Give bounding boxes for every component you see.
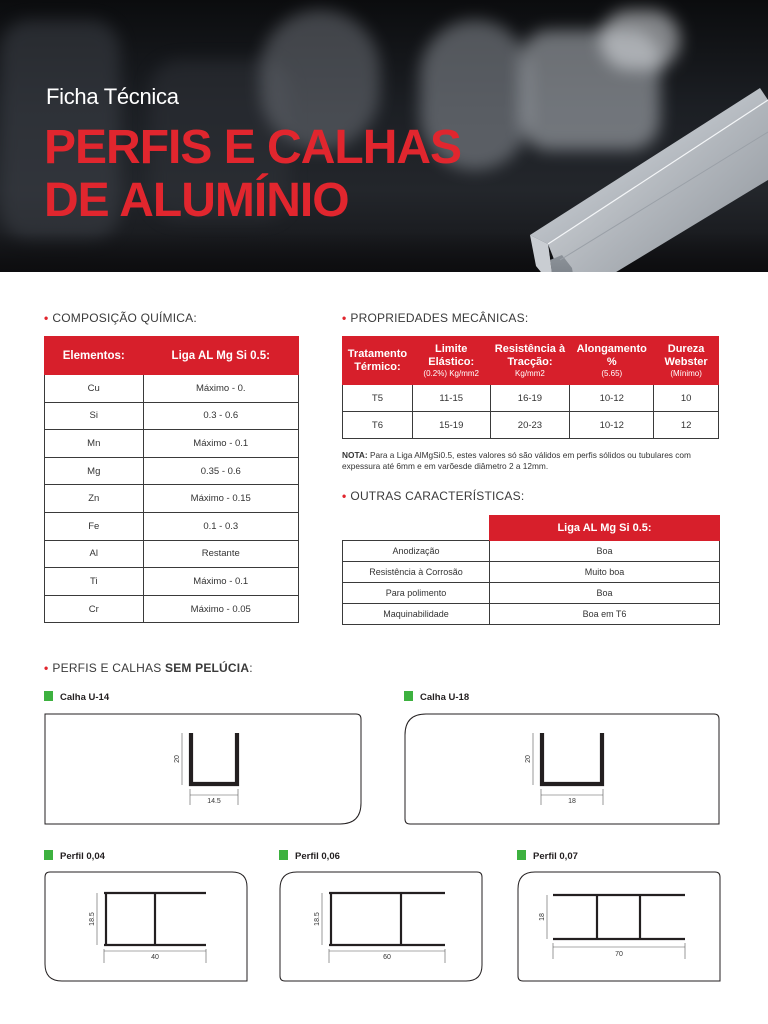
label-cell: Maquinabilidade	[343, 604, 490, 625]
green-square-icon	[517, 850, 526, 860]
section-heading-mecanicas	[342, 311, 528, 325]
table-row	[45, 595, 299, 623]
calha-u14-drawing	[44, 713, 362, 825]
aluminum-profile-image	[510, 60, 768, 272]
column-header	[412, 337, 490, 385]
drawing-frame	[45, 714, 361, 824]
perfil-007-drawing	[517, 871, 721, 982]
element-cell: Si	[45, 402, 144, 430]
bullet-icon: •	[44, 311, 49, 325]
table-row	[45, 430, 299, 458]
table-row	[343, 583, 720, 604]
column-header	[343, 337, 413, 385]
perfil-006-drawing	[279, 871, 483, 982]
column-header-title: Limite Elástico:	[428, 342, 475, 368]
section-heading-bold: SEM PELÚCIA	[164, 661, 250, 675]
element-cell: Mn	[45, 430, 144, 458]
column-header-title: Resistência à Tracção:	[494, 342, 566, 368]
table-cell: 10-12	[570, 385, 654, 412]
width-label: 40	[151, 954, 159, 961]
table-cell: 16-19	[490, 385, 570, 412]
perfil-004-drawing	[44, 871, 248, 982]
column-header-title: Tratamento Térmico:	[347, 347, 408, 373]
table-cell: 10-12	[570, 412, 654, 439]
height-label: 18	[539, 913, 546, 921]
table-cell: 15-19	[412, 412, 490, 439]
profile-name: Perfil 0,07	[533, 851, 578, 862]
table-row	[45, 568, 299, 596]
u-channel-shape	[190, 733, 238, 785]
profile-tag	[44, 850, 105, 862]
profile-tag	[404, 691, 469, 703]
column-header	[490, 337, 570, 385]
label-cell: Anodização	[343, 541, 490, 562]
value-cell: Muito boa	[490, 562, 720, 583]
column-header-unit: Kg/mm2	[515, 368, 545, 378]
element-cell: Ti	[45, 568, 144, 596]
document-title-line-2: DE ALUMÍNIO	[44, 174, 349, 227]
value-cell: 0.1 - 0.3	[143, 512, 298, 540]
label-cell: Resistência à Corrosão	[343, 562, 490, 583]
value-cell: 0.3 - 0.6	[143, 402, 298, 430]
bullet-icon: •	[44, 661, 49, 675]
column-header	[570, 337, 654, 385]
table-cell: T6	[343, 412, 413, 439]
value-cell: 0.35 - 0.6	[143, 457, 298, 485]
width-label: 60	[383, 954, 391, 961]
element-cell: Cr	[45, 595, 144, 623]
table-row	[45, 375, 299, 403]
table-header-row	[343, 516, 720, 541]
profile-name: Calha U-18	[420, 692, 470, 703]
empty-header-cell	[343, 516, 490, 541]
column-header-unit: (Mínimo)	[670, 368, 702, 378]
h-profile-shape	[553, 895, 685, 939]
table-cell: 10	[654, 385, 719, 412]
green-square-icon	[44, 850, 53, 860]
green-square-icon	[279, 850, 288, 860]
table-header-row	[343, 337, 719, 385]
table-row	[343, 385, 719, 412]
element-cell: Zn	[45, 485, 144, 513]
table-cell: 20-23	[490, 412, 570, 439]
section-heading-text: COMPOSIÇÃO QUÍMICA:	[52, 311, 197, 325]
value-cell: Máximo - 0.	[143, 375, 298, 403]
drawing-frame	[405, 714, 719, 824]
element-cell: Cu	[45, 375, 144, 403]
value-cell: Restante	[143, 540, 298, 568]
height-label: 20	[525, 755, 532, 763]
footnote-label: NOTA:	[342, 450, 368, 460]
table-row	[45, 402, 299, 430]
profile-name: Calha U-14	[60, 692, 110, 703]
value-cell: Boa	[490, 583, 720, 604]
width-label: 18	[568, 798, 576, 805]
section-heading-text: OUTRAS CARACTERÍSTICAS:	[350, 489, 525, 503]
profile-name: Perfil 0,04	[60, 851, 105, 862]
width-label: 14.5	[207, 798, 221, 805]
green-square-icon	[404, 691, 413, 701]
column-header-title: Dureza Webster	[664, 342, 708, 368]
element-cell: Al	[45, 540, 144, 568]
column-header: Elementos:	[45, 337, 144, 375]
value-cell: Boa	[490, 541, 720, 562]
value-cell: Máximo - 0.1	[143, 430, 298, 458]
value-cell: Boa em T6	[490, 604, 720, 625]
footnote	[342, 450, 722, 472]
bullet-icon: •	[342, 489, 347, 503]
calha-u18-drawing	[404, 713, 720, 825]
section-heading-colon: :	[249, 661, 253, 675]
column-header	[654, 337, 719, 385]
drawing-frame	[45, 872, 247, 981]
drawing-frame	[518, 872, 720, 981]
value-cell: Máximo - 0.05	[143, 595, 298, 623]
height-label: 18.5	[89, 912, 96, 926]
table-cell: 12	[654, 412, 719, 439]
section-heading-text: PROPRIEDADES MECÂNICAS:	[350, 311, 529, 325]
other-characteristics-table	[342, 515, 720, 625]
profile-tag	[517, 850, 578, 862]
height-label: 18.5	[314, 912, 321, 926]
value-cell: Máximo - 0.15	[143, 485, 298, 513]
value-cell: Máximo - 0.1	[143, 568, 298, 596]
footnote-text: Para a Liga AlMgSi0.5, estes valores só são válidos em perfis sólidos ou tubulares com expessura até 6mm e em varõesde diâmetro 2 a 12mm.	[342, 450, 691, 471]
profile-tag	[44, 691, 109, 703]
table-cell: 11-15	[412, 385, 490, 412]
table-row	[45, 485, 299, 513]
table-cell: T5	[343, 385, 413, 412]
h-profile-shape	[104, 893, 206, 945]
table-row	[45, 540, 299, 568]
label-cell: Para polimento	[343, 583, 490, 604]
section-heading-composicao	[44, 311, 197, 325]
green-square-icon	[44, 691, 53, 701]
table-row	[343, 604, 720, 625]
profile-tag	[279, 850, 340, 862]
element-cell: Fe	[45, 512, 144, 540]
table-row	[343, 541, 720, 562]
column-header: Liga AL Mg Si 0.5:	[143, 337, 298, 375]
table-row	[45, 512, 299, 540]
document-title-line-1: PERFIS E CALHAS	[44, 121, 462, 174]
u-channel-shape	[541, 733, 603, 785]
document-subtitle: Ficha Técnica	[46, 84, 179, 109]
height-label: 20	[174, 755, 181, 763]
bullet-icon: •	[342, 311, 347, 325]
column-header: Liga AL Mg Si 0.5:	[490, 516, 720, 541]
table-row	[343, 412, 719, 439]
h-profile-shape	[329, 893, 445, 945]
section-heading-outras	[342, 489, 524, 503]
mechanical-properties-table	[342, 336, 719, 439]
table-row	[343, 562, 720, 583]
profile-name: Perfil 0,06	[295, 851, 340, 862]
column-header-unit: (5.65)	[601, 368, 623, 378]
element-cell: Mg	[45, 457, 144, 485]
section-heading-text: PERFIS E CALHAS	[52, 661, 165, 675]
table-header-row	[45, 337, 299, 375]
width-label: 70	[615, 951, 623, 958]
table-row	[45, 457, 299, 485]
hero-banner	[0, 0, 768, 272]
section-heading-perfis	[44, 661, 253, 675]
column-header-unit: (0.2%) Kg/mm2	[423, 368, 479, 378]
drawing-frame	[280, 872, 482, 981]
chemical-composition-table	[44, 336, 299, 623]
column-header-title: Alongamento %	[576, 342, 647, 368]
